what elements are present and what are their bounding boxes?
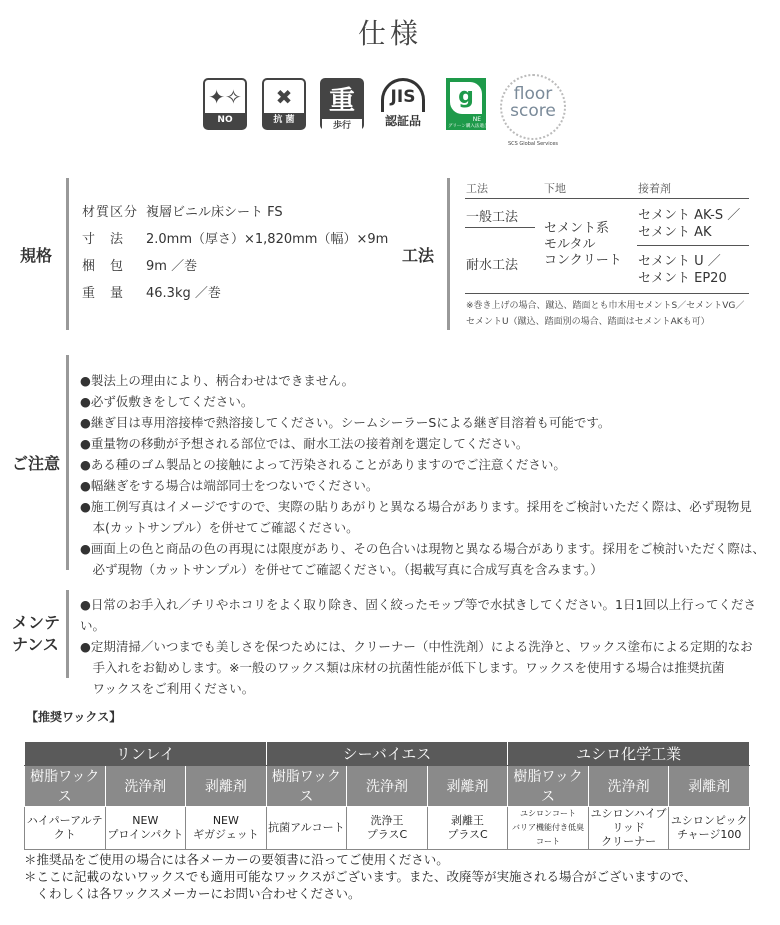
product-name: プロインパクト — [107, 828, 184, 841]
divider — [637, 245, 749, 246]
maker-header: ユシロ化学工業 — [508, 742, 750, 766]
base-material: セメント系 モルタル コンクリート — [544, 221, 622, 268]
category-header: 樹脂ワックス — [508, 766, 589, 807]
product-name: バリア機能付き低臭コート — [512, 823, 585, 846]
product-name: ユシロンピック — [670, 814, 748, 827]
product-cell — [588, 807, 669, 850]
spec-row: 材質区分 複層ビニル床シート FS — [82, 205, 283, 220]
floorscore-caption: SCS Global Services — [507, 141, 559, 147]
divider — [447, 178, 450, 330]
footnotes — [24, 851, 696, 902]
caution-item: 必ず現物（カットサンプル）を併せてご確認ください。（掲載写真に合成写真を含みます。） — [80, 562, 603, 577]
category-header: 洗浄剤 — [347, 766, 428, 807]
method-waterproof: 耐水工法 — [466, 258, 519, 273]
product-cell — [25, 807, 106, 850]
product-name: 剥離王 — [451, 814, 484, 827]
category-header: 樹脂ワックス — [266, 766, 347, 807]
maintenance-item: 手入れをお勧めします。※一般のワックス類は床材の抗菌性能が低下します。ワックスを使用する場合は推奨抗菌 — [80, 660, 725, 675]
category-header: 樹脂ワックス — [25, 766, 106, 807]
caution-item: ●製法上の理由により、柄合わせはできません。 — [80, 373, 355, 388]
method-label: 工法 — [402, 246, 435, 265]
method-general: 一般工法 — [466, 210, 519, 225]
product-name: プラスC — [366, 828, 408, 841]
maintenance-label: メンテ ナンス — [12, 613, 61, 654]
footnote: くわしくは各ワックスメーカーにお問い合わせください。 — [24, 886, 361, 901]
product-name: チャージ100 — [676, 828, 742, 841]
maker-header: リンレイ — [25, 742, 267, 766]
product-cell — [508, 807, 589, 850]
floorscore-icon: floor score — [500, 74, 566, 140]
maintenance-item: ワックスをご利用ください。 — [80, 681, 255, 696]
maintenance-item: ●日常のお手入れ／チリやホコリをよく取り除き、固く絞ったモップ等で水拭きしてください。1日1回以上行ってください。 — [80, 597, 756, 633]
maker-header: シーバイエス — [266, 742, 508, 766]
caution-item: 本(カットサンプル）を併せてご確認ください。 — [80, 520, 359, 535]
green-purchase-icon: g NE グリーン購入法適合 — [446, 78, 486, 130]
product-cell — [347, 807, 428, 850]
caution-label: ご注意 — [12, 454, 61, 473]
heavy-walking-icon: 重 歩行 — [320, 78, 364, 130]
caution-item: ●画面上の色と商品の色の再現には限度があり、その色合いは現物と異なる場合があります。採用をご検討いただく際は、 — [80, 541, 765, 556]
category-header: 剥離剤 — [669, 766, 750, 807]
caution-list — [80, 370, 780, 580]
category-header: 洗浄剤 — [105, 766, 186, 807]
caution-item: ●幅継ぎをする場合は端部同士をつないでください。 — [80, 478, 379, 493]
product-name: 洗浄王 — [370, 814, 404, 827]
spec-row: 梱 包 9m ／巻 — [82, 259, 198, 274]
caution-item: ●重量物の移動が予想される部位では、耐水工法の接着剤を選定してください。 — [80, 436, 529, 451]
divider — [66, 355, 69, 570]
product-name: ハイパーアルテクト — [26, 814, 103, 841]
caution-item: ●必ず仮敷きをしてください。 — [80, 394, 254, 409]
product-cell — [427, 807, 508, 850]
caution-item: ●ある種のゴム製品との接触によって汚染されることがありますのでご注意ください。 — [80, 457, 566, 472]
wax-table — [24, 741, 750, 850]
product-name: プラスC — [447, 828, 488, 841]
spec-label: 規格 — [20, 246, 53, 265]
spec-row: 寸 法 2.0mm（厚さ）×1,820mm（幅）×9m — [82, 232, 389, 247]
wax-heading: 【推奨ワックス】 — [26, 710, 122, 724]
caution-item: ●継ぎ目は専用溶接棒で熱溶接してください。シームシーラーSによる継ぎ目溶着も可能です。 — [80, 415, 611, 430]
method-note: ※巻き上げの場合、蹴込、踏面とも巾木用セメントS／セメントVG／ セメントU（蹴込、踏面別の場合、踏面はセメントAKも可） — [466, 301, 745, 327]
footnote: ＊ここに記載のないワックスでも適用可能なワックスがございます。また、改廃等が実施される場合がございますので、 — [24, 869, 697, 884]
product-name: ユシロンコート — [520, 809, 577, 818]
footnote: ＊推奨品をご使用の場合には各メーカーの要領書に沿ってご使用ください。 — [24, 852, 449, 867]
product-name: クリーナー — [601, 835, 657, 848]
page-title: 仕様 — [357, 17, 422, 50]
product-name: ギガジェット — [192, 828, 259, 841]
maintenance-item: ●定期清掃／いつまでも美しさを保つためには、クリーナー（中性洗剤）による洗浄と、ワックス塗布による定期的なお — [80, 639, 753, 654]
spec-list — [82, 205, 388, 313]
product-name: NEW — [212, 814, 239, 827]
product-cell — [669, 807, 750, 850]
product-name: 抗菌アルコート — [268, 821, 345, 834]
col-header: 接着剤 — [638, 182, 671, 195]
maintenance-list — [80, 594, 780, 699]
divider — [465, 293, 749, 294]
product-cell — [186, 807, 267, 850]
adhesive-general: セメント AK-S ／ セメント AK — [638, 208, 741, 240]
product-cell — [105, 807, 186, 850]
adhesive-waterproof: セメント U ／ セメント EP20 — [638, 254, 727, 286]
product-name: ユシロンハイブリッド — [590, 807, 667, 834]
divider — [465, 227, 535, 228]
category-header: 剥離剤 — [186, 766, 267, 807]
category-header: 剥離剤 — [427, 766, 508, 807]
divider — [66, 178, 69, 330]
spec-row: 重 量 46.3kg ／巻 — [82, 286, 221, 301]
divider — [66, 590, 69, 678]
category-header: 洗浄剤 — [588, 766, 669, 807]
col-header: 下地 — [544, 182, 566, 195]
caution-item: ●施工例写真はイメージですので、実際の貼りあがりと異なる場合があります。採用をご検討いただく際は、必ず現物見 — [80, 499, 752, 514]
jis-icon: JIS 認証品 — [378, 78, 428, 129]
divider — [465, 198, 749, 199]
col-header: 工法 — [466, 182, 488, 195]
antibacterial-icon: ✖ 抗 菌 — [262, 78, 306, 130]
product-name: NEW — [132, 814, 159, 827]
product-cell — [266, 807, 347, 850]
no-wax-icon: ✦✧ NO WAX — [203, 78, 247, 130]
